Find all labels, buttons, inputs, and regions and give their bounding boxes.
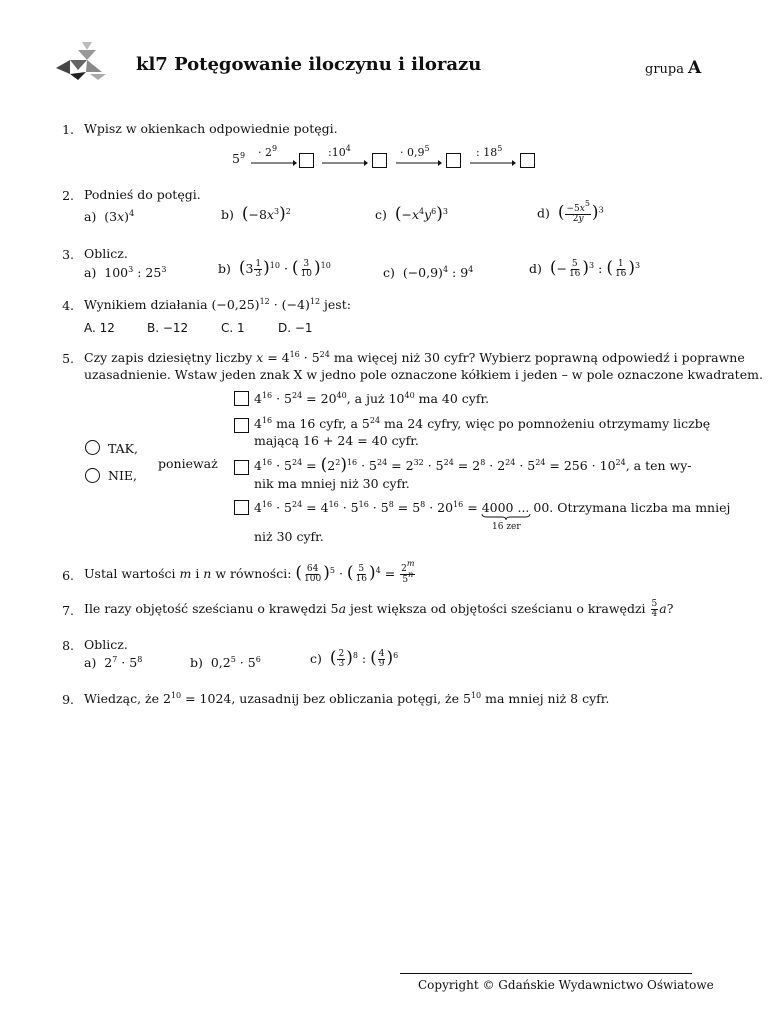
reason-box-3[interactable] — [234, 460, 249, 475]
reason-3: $4^{16} \cdot 5^{24} = (2^2)^{16} \cdot 5^{24} = 2^{32} \cdot 5^{24} = 2^8 \cdot 2^{24} \cdot 5^{24} = 256 \cdot 10^{24}$, a ten wy- — [254, 455, 692, 475]
zeros-label: 16 zer — [492, 522, 521, 532]
chain-op-2: $:10^4$ — [328, 144, 351, 159]
group-letter: A — [687, 58, 702, 78]
task-text: Wpisz w okienkach odpowiednie potęgi. — [84, 121, 338, 136]
copyright: Copyright © Gdańskie Wydawnictwo Oświatowe — [418, 978, 714, 992]
nie-radio[interactable] — [85, 468, 100, 483]
reason-2-line2: mającą 16 + 24 = 40 cyfr. — [254, 433, 419, 448]
task-number: 4. — [62, 298, 74, 313]
reason-1: $4^{16} \cdot 5^{24} = 20^{40}$, a już $10^{40}$ ma 40 cyfr. — [254, 391, 490, 406]
chain-start: $5^9$ — [232, 151, 246, 166]
task-number: 7. — [62, 603, 74, 618]
answer-d[interactable]: D. −1 — [278, 321, 313, 335]
task-text: Oblicz. — [84, 246, 128, 261]
chain-op-1: · $2^9$ — [258, 144, 278, 159]
task3-a: a) $100^3$ : $25^3$ — [84, 265, 167, 280]
task8-c: c) ( $\frac{2}{3}$ )$^8$ : ( $\frac{4}{9}$ )$^6$ — [310, 648, 399, 669]
answer-c[interactable]: C. 1 — [221, 321, 245, 335]
arrow-icon — [322, 160, 368, 166]
task-text: Ustal wartości m i n w równości: ( $\frac{64}{100}$ )$^5$ · ( $\frac{5}{16}$ )$^4$ = $\frac{2^m}{5^n}$ — [84, 559, 415, 585]
task3-b: b) (3 $\frac{1}{3}$ )$^{10}$ · ( $\frac{3}{10}$ )$^{10}$ — [218, 258, 331, 279]
reason-box-2[interactable] — [234, 418, 249, 433]
arrow-icon — [251, 160, 297, 166]
task-number: 3. — [62, 247, 74, 262]
task2-d: d) ( $\frac{-5x^5}{2y}$ )$^3$ — [537, 199, 604, 224]
reason-3-line2: nik ma mniej niż 30 cyfr. — [254, 476, 410, 491]
answer-box-4[interactable] — [520, 153, 535, 168]
task-text: Wiedząc, że $2^{10} = 1024$, uzasadnij bez obliczania potęgi, że $5^{10}$ ma mniej niż 8 cyfr. — [84, 691, 610, 706]
answer-box-1[interactable] — [299, 153, 314, 168]
group-label: grupa A — [645, 58, 702, 78]
worksheet-title: kl7 Potęgowanie iloczynu i ilorazu — [136, 54, 482, 75]
task3-d: d) (− $\frac{5}{16}$ )$^3$ : ( $\frac{1}{16}$ )$^3$ — [529, 258, 641, 279]
tak-label: TAK, — [108, 441, 138, 456]
task2-a: a) $(3x)^4$ — [84, 209, 135, 224]
arrow-icon — [396, 160, 442, 166]
answer-box-2[interactable] — [372, 153, 387, 168]
task8-a: a) $2^7 \cdot 5^8$ — [84, 655, 143, 670]
answer-box-3[interactable] — [446, 153, 461, 168]
because-label: ponieważ — [158, 456, 218, 471]
task-number: 1. — [62, 122, 74, 137]
reason-2: $4^{16}$ ma 16 cyfr, a $5^{24}$ ma 24 cyfry, więc po pomnożeniu otrzymamy liczbę — [254, 416, 711, 431]
task-text: Ile razy objętość sześcianu o krawędzi 5a jest większa od objętości sześcianu o krawędzi $\frac{5}{4}$ a? — [84, 599, 674, 619]
task2-b: b) $(-8x^3)^2$ — [221, 204, 291, 224]
reason-4-line2: niż 30 cyfr. — [254, 529, 324, 544]
chain-op-3: · $0,9^5$ — [400, 144, 430, 159]
arrow-icon — [470, 160, 516, 166]
nie-label: NIE, — [108, 468, 137, 483]
task-number: 6. — [62, 568, 74, 583]
task-text: Oblicz. — [84, 637, 128, 652]
footer-divider — [400, 973, 692, 974]
answer-b[interactable]: B. −12 — [147, 321, 189, 335]
reason-box-1[interactable] — [234, 391, 249, 406]
task2-c: c) $(-x^4y^6)^3$ — [375, 204, 448, 224]
reason-4: $4^{16} \cdot 5^{24} = 4^{16} \cdot 5^{16} \cdot 5^8 = 5^8 \cdot 20^{16} = 4000$ ... 00. Otrzymana liczba ma mniej — [254, 500, 731, 515]
tak-radio[interactable] — [85, 440, 100, 455]
task-number: 8. — [62, 638, 74, 653]
task5-instruction: uzasadnienie. Wstaw jeden znak X w jedno pole oznaczone kółkiem i jeden – w pole oznaczone kwadratem. — [84, 367, 763, 382]
task-text: Czy zapis dziesiętny liczby $x = 4^{16} \cdot 5^{24}$ ma więcej niż 30 cyfr? Wybierz poprawną odpowiedź i poprawne — [84, 350, 745, 365]
task-number: 9. — [62, 692, 74, 707]
task3-c: c) $(-0,9)^4$ : $9^4$ — [383, 265, 474, 280]
answer-a[interactable]: A. 12 — [84, 321, 115, 335]
task8-b: b) $0,2^5 \cdot 5^6$ — [190, 655, 261, 670]
task-number: 2. — [62, 188, 74, 203]
chain-op-4: : $18^5$ — [476, 144, 503, 159]
task-number: 5. — [62, 351, 74, 366]
task-text: Wynikiem działania $(-0,25)^{12} \cdot (-4)^{12}$ jest: — [84, 297, 351, 312]
task-text: Podnieś do potęgi. — [84, 187, 201, 202]
publisher-logo — [56, 42, 106, 82]
reason-box-4[interactable] — [234, 500, 249, 515]
